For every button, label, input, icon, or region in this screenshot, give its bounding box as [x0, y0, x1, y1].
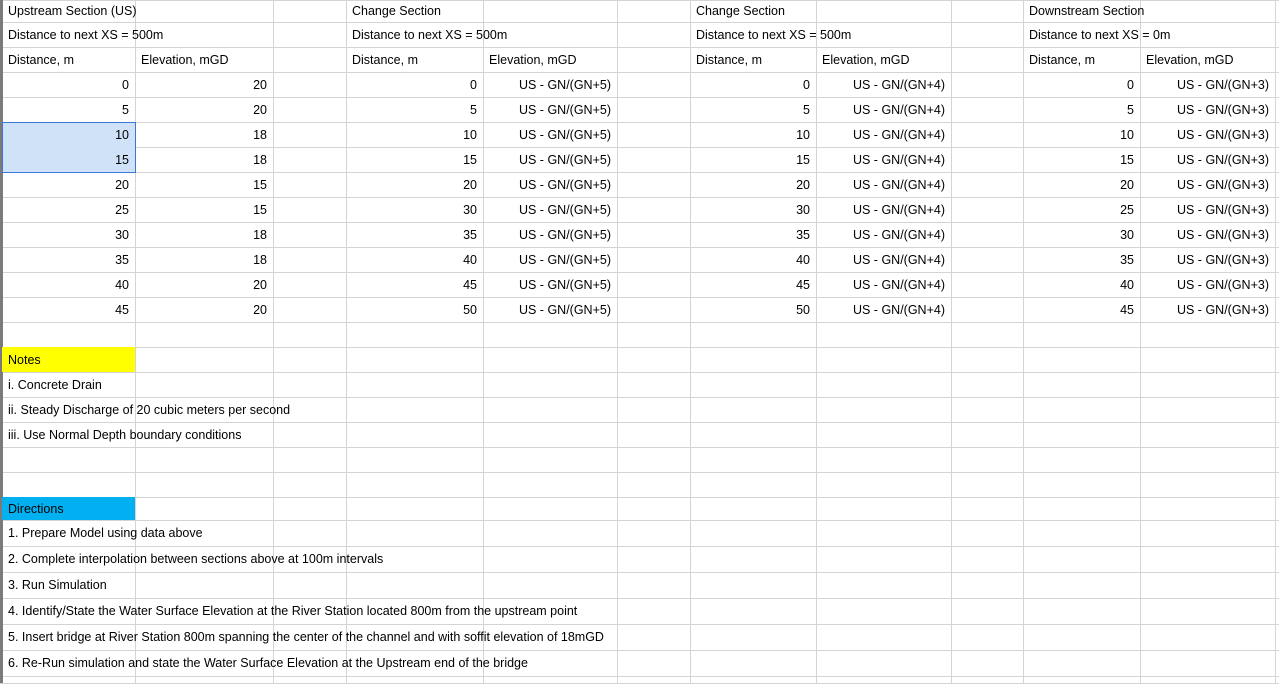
elevation-cell[interactable]: US - GN/(GN+3) [1176, 302, 1269, 317]
distance-cell[interactable]: 35 [796, 227, 810, 242]
distance-cell[interactable]: 30 [796, 202, 810, 217]
section-title[interactable]: Change Section [352, 4, 441, 18]
distance-cell[interactable]: 15 [115, 152, 129, 167]
row-gridline [0, 497, 1279, 498]
distance-cell[interactable]: 20 [1120, 177, 1134, 192]
distance-cell[interactable]: 10 [115, 127, 129, 142]
distance-cell[interactable]: 15 [463, 152, 477, 167]
distance-cell[interactable]: 10 [796, 127, 810, 142]
row-gridline [0, 322, 1279, 323]
elevation-cell[interactable]: 20 [253, 102, 267, 117]
direction-item[interactable]: 5. Insert bridge at River Station 800m spanning the center of the channel and with soffit elevation of 18mGD [8, 630, 604, 644]
distance-cell[interactable]: 40 [796, 252, 810, 267]
next-xs-distance[interactable]: Distance to next XS = 500m [8, 27, 164, 42]
directions-header-cell[interactable] [2, 497, 135, 520]
column-gridline [951, 0, 952, 683]
distance-cell[interactable]: 45 [463, 277, 477, 292]
distance-cell[interactable]: 15 [796, 152, 810, 167]
elevation-cell[interactable]: 20 [253, 277, 267, 292]
elevation-cell[interactable]: US - GN/(GN+5) [518, 302, 611, 317]
distance-cell[interactable]: 5 [803, 102, 810, 117]
distance-cell[interactable]: 5 [470, 102, 477, 117]
distance-cell[interactable]: 35 [463, 227, 477, 242]
row-gridline [0, 676, 1279, 677]
distance-cell[interactable]: 15 [1120, 152, 1134, 167]
column-gridline [1275, 0, 1276, 683]
elevation-cell[interactable]: US - GN/(GN+4) [852, 152, 945, 167]
distance-cell[interactable]: 40 [1120, 277, 1134, 292]
notes-header: Notes [8, 352, 41, 367]
elevation-cell[interactable]: US - GN/(GN+5) [518, 227, 611, 242]
note-item[interactable]: iii. Use Normal Depth boundary conditions [8, 427, 242, 442]
column-gridline [273, 0, 274, 683]
elevation-cell[interactable]: US - GN/(GN+5) [518, 252, 611, 267]
elevation-header[interactable]: Elevation, mGD [822, 52, 910, 67]
next-xs-distance[interactable]: Distance to next XS = 0m [1029, 27, 1171, 42]
distance-header[interactable]: Distance, m [352, 52, 418, 67]
notes-header-cell[interactable] [2, 347, 135, 372]
row-gridline [0, 347, 1279, 348]
elevation-cell[interactable]: US - GN/(GN+4) [852, 177, 945, 192]
note-item[interactable]: i. Concrete Drain [8, 377, 102, 392]
distance-cell[interactable]: 35 [115, 252, 129, 267]
distance-cell[interactable]: 20 [115, 177, 129, 192]
distance-cell[interactable]: 40 [115, 277, 129, 292]
elevation-cell[interactable]: US - GN/(GN+3) [1176, 127, 1269, 142]
distance-cell[interactable]: 50 [796, 302, 810, 317]
elevation-cell[interactable]: US - GN/(GN+5) [518, 102, 611, 117]
row-gridline [0, 372, 1279, 373]
distance-cell[interactable]: 10 [1120, 127, 1134, 142]
section-title[interactable]: Upstream Section (US) [8, 4, 137, 18]
elevation-cell[interactable]: US - GN/(GN+4) [852, 202, 945, 217]
elevation-header[interactable]: Elevation, mGD [141, 52, 229, 67]
distance-cell[interactable]: 40 [463, 252, 477, 267]
next-xs-distance[interactable]: Distance to next XS = 500m [352, 27, 508, 42]
direction-item[interactable]: 1. Prepare Model using data above [8, 526, 203, 540]
elevation-cell[interactable]: 18 [253, 227, 267, 242]
elevation-cell[interactable]: US - GN/(GN+4) [852, 302, 945, 317]
direction-item[interactable]: 4. Identify/State the Water Surface Elevation at the River Station located 800m from the upstream point [8, 604, 578, 618]
elevation-cell[interactable]: 20 [253, 77, 267, 92]
elevation-cell[interactable]: US - GN/(GN+4) [852, 102, 945, 117]
elevation-cell[interactable]: US - GN/(GN+4) [852, 252, 945, 267]
elevation-cell[interactable]: 18 [253, 252, 267, 267]
distance-cell[interactable]: 45 [796, 277, 810, 292]
elevation-header[interactable]: Elevation, mGD [1146, 52, 1234, 67]
column-gridline [617, 0, 618, 683]
distance-cell[interactable]: 35 [1120, 252, 1134, 267]
elevation-cell[interactable]: 18 [253, 152, 267, 167]
elevation-cell[interactable]: US - GN/(GN+3) [1176, 202, 1269, 217]
direction-item[interactable]: 2. Complete interpolation between sections above at 100m intervals [8, 552, 384, 566]
distance-cell[interactable]: 45 [115, 302, 129, 317]
distance-cell[interactable]: 20 [796, 177, 810, 192]
directions-header: Directions [8, 501, 64, 516]
distance-cell[interactable]: 50 [463, 302, 477, 317]
elevation-cell[interactable]: US - GN/(GN+5) [518, 77, 611, 92]
elevation-cell[interactable]: US - GN/(GN+3) [1176, 177, 1269, 192]
row-gridline [0, 447, 1279, 448]
distance-cell[interactable]: 0 [1127, 77, 1134, 92]
elevation-cell[interactable]: US - GN/(GN+3) [1176, 77, 1269, 92]
row-gridline [0, 472, 1279, 473]
distance-cell[interactable]: 25 [115, 202, 129, 217]
elevation-cell[interactable]: US - GN/(GN+4) [852, 227, 945, 242]
distance-cell[interactable]: 20 [463, 177, 477, 192]
elevation-cell[interactable]: US - GN/(GN+4) [852, 77, 945, 92]
distance-cell[interactable]: 5 [122, 102, 129, 117]
elevation-cell[interactable]: US - GN/(GN+3) [1176, 102, 1269, 117]
elevation-cell[interactable]: US - GN/(GN+3) [1176, 152, 1269, 167]
elevation-cell[interactable]: US - GN/(GN+3) [1176, 252, 1269, 267]
distance-cell[interactable]: 30 [1120, 227, 1134, 242]
distance-cell[interactable]: 25 [1120, 202, 1134, 217]
elevation-cell[interactable]: 20 [253, 302, 267, 317]
direction-item[interactable]: 3. Run Simulation [8, 578, 107, 592]
note-item[interactable]: ii. Steady Discharge of 20 cubic meters per second [8, 402, 291, 417]
distance-cell[interactable]: 5 [1127, 102, 1134, 117]
elevation-cell[interactable]: US - GN/(GN+4) [852, 277, 945, 292]
distance-cell[interactable]: 0 [803, 77, 810, 92]
distance-header[interactable]: Distance, m [1029, 52, 1095, 67]
elevation-cell[interactable]: US - GN/(GN+5) [518, 152, 611, 167]
elevation-cell[interactable]: 18 [253, 127, 267, 142]
next-xs-distance[interactable]: Distance to next XS = 500m [696, 27, 852, 42]
section-title[interactable]: Change Section [696, 4, 785, 18]
distance-header[interactable]: Distance, m [8, 52, 74, 67]
direction-item[interactable]: 6. Re-Run simulation and state the Water Surface Elevation at the Upstream end of the bridge [8, 656, 528, 670]
elevation-cell[interactable]: 15 [253, 177, 267, 192]
elevation-cell[interactable]: US - GN/(GN+5) [518, 127, 611, 142]
distance-cell[interactable]: 45 [1120, 302, 1134, 317]
distance-cell[interactable]: 30 [463, 202, 477, 217]
elevation-cell[interactable]: US - GN/(GN+5) [518, 277, 611, 292]
row-gridline [0, 572, 1279, 573]
elevation-header[interactable]: Elevation, mGD [489, 52, 577, 67]
distance-cell[interactable]: 30 [115, 227, 129, 242]
elevation-cell[interactable]: 15 [253, 202, 267, 217]
distance-cell[interactable]: 0 [470, 77, 477, 92]
elevation-cell[interactable]: US - GN/(GN+4) [852, 127, 945, 142]
elevation-cell[interactable]: US - GN/(GN+3) [1176, 227, 1269, 242]
distance-header[interactable]: Distance, m [696, 52, 762, 67]
section-title[interactable]: Downstream Section [1029, 4, 1145, 18]
elevation-cell[interactable]: US - GN/(GN+3) [1176, 277, 1269, 292]
distance-cell[interactable]: 10 [463, 127, 477, 142]
elevation-cell[interactable]: US - GN/(GN+5) [518, 177, 611, 192]
distance-cell[interactable]: 0 [122, 77, 129, 92]
elevation-cell[interactable]: US - GN/(GN+5) [518, 202, 611, 217]
